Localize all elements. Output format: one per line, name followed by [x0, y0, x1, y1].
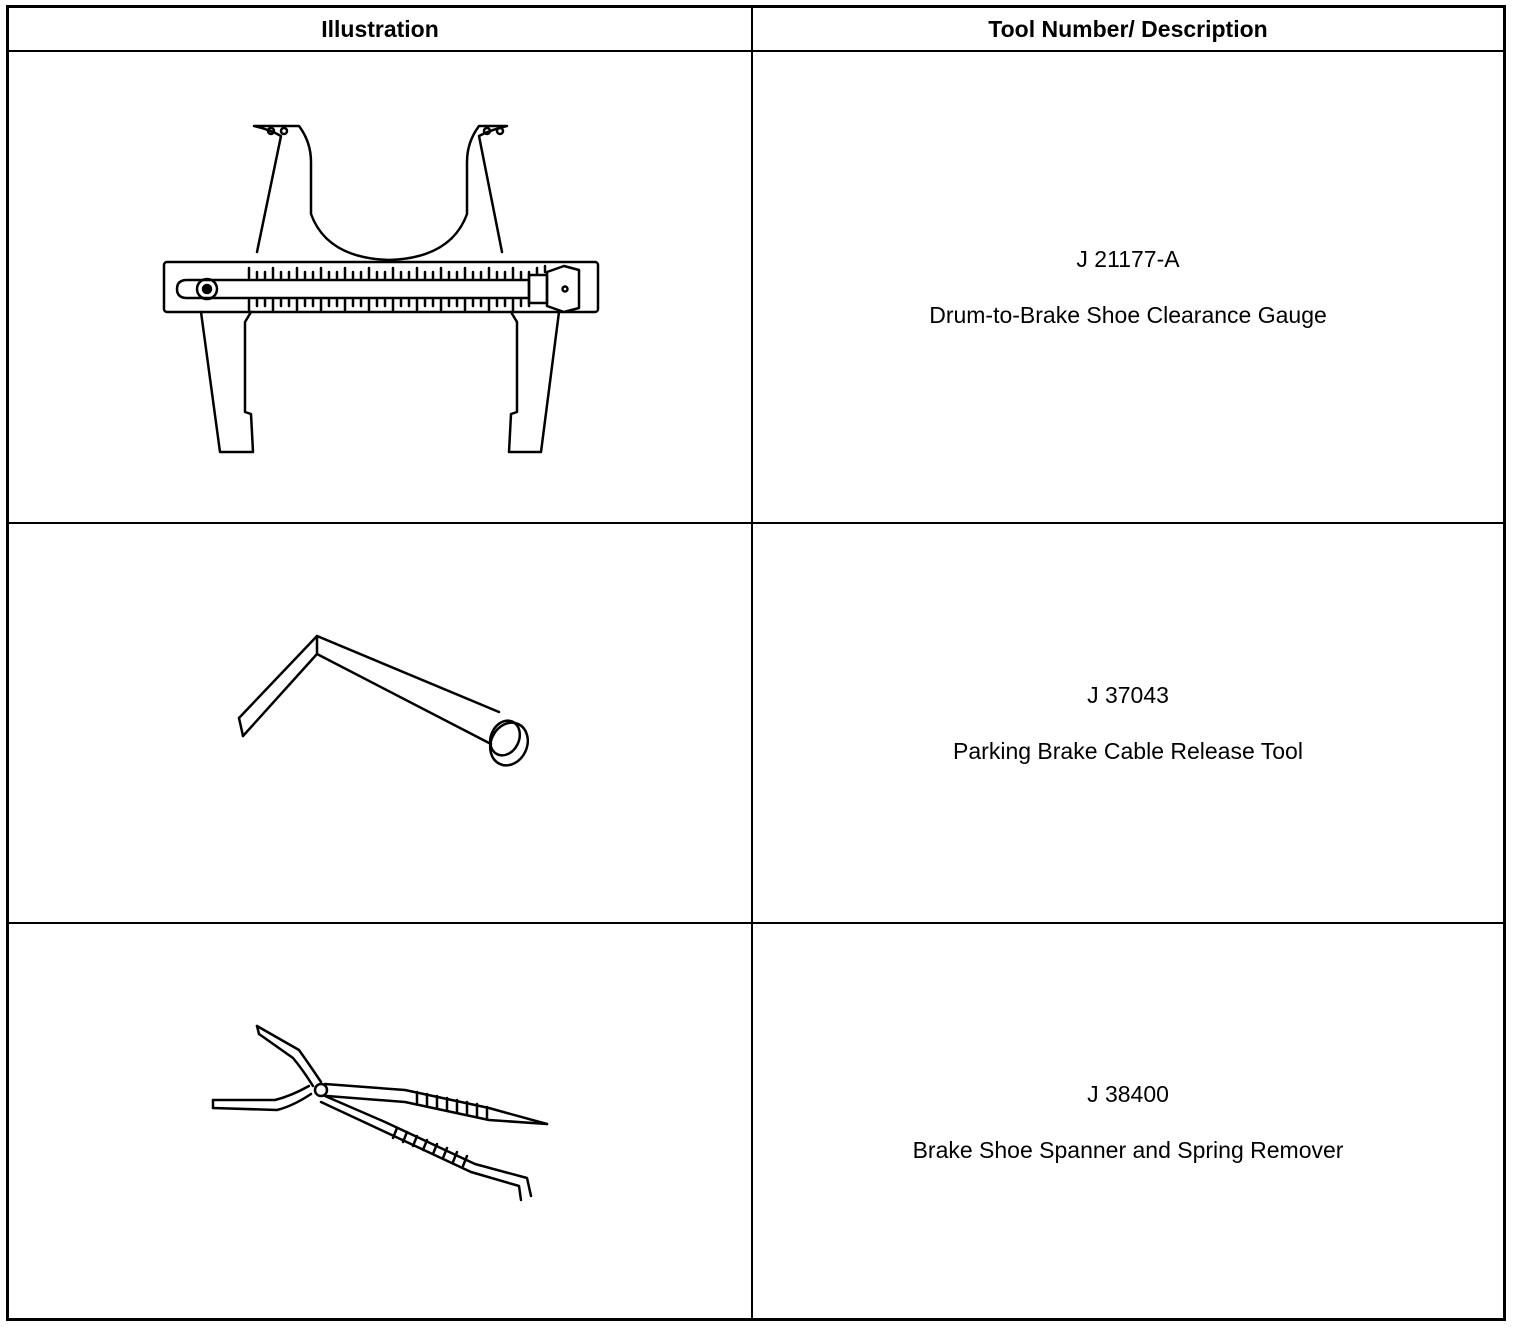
illustration-cell: [9, 52, 753, 522]
illustration-column-header: Illustration: [9, 8, 753, 50]
tool-table: [6, 5, 1506, 1321]
description-column-header: Tool Number/ Description: [988, 15, 1268, 42]
tool-number: J 21177-A: [1076, 245, 1180, 272]
table-header-row: [9, 8, 1503, 50]
description-cell: [753, 524, 1503, 922]
cable-release-tool-icon: [9, 524, 753, 922]
tool-description: Brake Shoe Spanner and Spring Remover: [912, 1137, 1344, 1163]
table-row: [9, 922, 1503, 1321]
illustration-cell: [9, 924, 753, 1321]
table-row: [9, 50, 1503, 522]
tool-number: J 37043: [1087, 681, 1169, 708]
clearance-gauge-icon: [9, 52, 753, 522]
spring-remover-pliers-icon: [9, 924, 753, 1321]
description-cell: [753, 924, 1503, 1321]
tool-description: Parking Brake Cable Release Tool: [953, 737, 1303, 764]
table-row: [9, 522, 1503, 922]
tool-number: J 38400: [1087, 1081, 1169, 1107]
tool-description: Drum-to-Brake Shoe Clearance Gauge: [929, 301, 1327, 328]
description-cell: [753, 52, 1503, 522]
illustration-cell: [9, 524, 753, 922]
